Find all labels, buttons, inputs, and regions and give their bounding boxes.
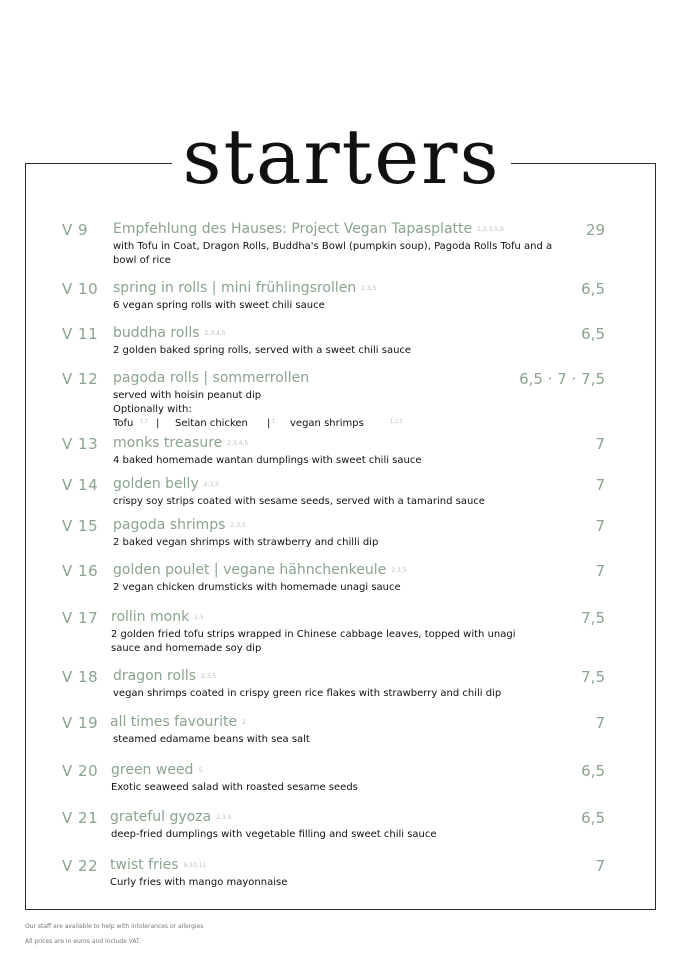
item-name: golden poulet | vegane hähnchenkeule 2,3,5	[113, 562, 407, 578]
option-separator: |	[267, 418, 271, 429]
item-price: 7	[595, 435, 605, 453]
footer-price-note: All prices are in euros and include VAT.	[25, 938, 141, 945]
item-description: steamed edamame beans with sea salt	[113, 734, 310, 745]
item-number: V 22	[62, 857, 99, 875]
allergen-codes: 2,3,4,5	[227, 439, 249, 447]
item-description: 4 baked homemade wantan dumplings with sweet chili sauce	[113, 455, 422, 466]
item-description: with Tofu in Coat, Dragon Rolls, Buddha's Bowl (pumpkin soup), Pagoda Rolls Tofu and a bowl of rice	[113, 241, 553, 266]
allergen-codes: 2,3,5	[391, 566, 407, 574]
allergen-codes: 9,10,11	[183, 861, 207, 869]
allergen-codes: 2,5	[194, 613, 204, 621]
item-description: Exotic seaweed salad with roasted sesame seeds	[111, 782, 358, 793]
item-description: 6 vegan spring rolls with sweet chili sauce	[113, 300, 325, 311]
item-description	[113, 389, 553, 431]
allergen-codes: 5	[198, 766, 203, 774]
item-name: monks treasure 2,3,4,5	[113, 435, 249, 451]
item-price: 7	[595, 517, 605, 535]
item-description: crispy soy strips coated with sesame seeds, served with a tamarind sauce	[113, 496, 485, 507]
item-description-text: served with hoisin peanut dip	[113, 390, 262, 401]
item-number: V 20	[62, 762, 99, 780]
item-name: golden belly 2,3,5	[113, 476, 220, 492]
item-price: 6,5	[581, 809, 605, 827]
item-number: V 17	[62, 609, 99, 627]
item-price: 7	[595, 562, 605, 580]
item-name: spring in rolls | mini frühlingsrollen 2,3,5	[113, 280, 377, 296]
allergen-codes: 2,3,5	[230, 521, 246, 529]
item-price: 29	[585, 221, 605, 239]
option-separator: |	[156, 418, 160, 429]
item-name: rollin monk 2,5	[111, 609, 204, 625]
item-name: pagoda shrimps 2,3,5	[113, 517, 246, 533]
item-price: 7	[595, 476, 605, 494]
item-description: Curly fries with mango mayonnaise	[110, 877, 288, 888]
options-title: Optionally with:	[113, 404, 192, 415]
allergen-codes: 1,2,3,5,9	[477, 225, 504, 233]
item-price: 6,5	[581, 762, 605, 780]
item-number: V 11	[62, 325, 99, 343]
item-name: buddha rolls 2,3,4,5	[113, 325, 226, 341]
item-name: all times favourite 2	[110, 714, 246, 730]
item-price: 6,5 · 7 · 7,5	[519, 370, 605, 388]
item-number: V 10	[62, 280, 99, 298]
option-allergen: 1,2	[140, 419, 148, 425]
option-seitan-chicken: Seitan chicken	[175, 418, 248, 429]
item-number: V 21	[62, 809, 99, 827]
item-description: 2 baked vegan shrimps with strawberry and chilli dip	[113, 537, 379, 548]
allergen-codes: 2,3,5	[361, 284, 377, 292]
allergen-codes: 2,3,5	[201, 672, 217, 680]
option-allergen: 1,2,3	[390, 419, 403, 425]
item-price: 6,5	[581, 280, 605, 298]
item-name: grateful gyoza 2,3,5	[110, 809, 232, 825]
item-name: green weed 5	[111, 762, 203, 778]
page-title: starters	[172, 112, 510, 202]
item-number: V 16	[62, 562, 99, 580]
item-price: 7	[595, 857, 605, 875]
item-description: 2 vegan chicken drumsticks with homemade unagi sauce	[113, 582, 401, 593]
allergen-codes: 2,3,4,5	[204, 329, 226, 337]
item-number: V 19	[62, 714, 99, 732]
item-number: V 15	[62, 517, 99, 535]
item-number: V 9	[62, 221, 89, 239]
item-number: V 12	[62, 370, 99, 388]
item-number: V 14	[62, 476, 99, 494]
options-row	[113, 417, 553, 431]
item-name: twist fries 9,10,11	[110, 857, 207, 873]
item-name: dragon rolls 2,3,5	[113, 668, 217, 684]
item-description: 2 golden baked spring rolls, served with a sweet chili sauce	[113, 345, 412, 356]
item-name: pagoda rolls | sommerrollen	[113, 370, 310, 386]
allergen-codes: 2	[242, 718, 246, 726]
item-description: 2 golden fried tofu strips wrapped in Chinese cabbage leaves, topped with unagi sauce and homemade soy dip	[111, 629, 516, 654]
allergen-codes: 2,3,5	[216, 813, 232, 821]
item-price: 7,5	[581, 609, 605, 627]
item-price: 7,5	[581, 668, 605, 686]
option-tofu: Tofu	[113, 418, 134, 429]
item-price: 6,5	[581, 325, 605, 343]
option-vegan-shrimps: vegan shrimps	[290, 418, 364, 429]
item-name: Empfehlung des Hauses: Project Vegan Tapasplatte 1,2,3,5,9	[113, 221, 504, 237]
item-price: 7	[595, 714, 605, 732]
footer-allergy-note: Our staff are available to help with intolerances or allergies	[25, 923, 204, 930]
option-allergen: 1	[272, 419, 276, 425]
item-description: deep-fried dumplings with vegetable filling and sweet chili sauce	[111, 829, 437, 840]
item-number: V 13	[62, 435, 99, 453]
allergen-codes: 2,3,5	[203, 480, 220, 488]
item-description: vegan shrimps coated in crispy green rice flakes with strawberry and chili dip	[113, 688, 502, 699]
item-number: V 18	[62, 668, 99, 686]
title-wrap	[0, 112, 683, 202]
